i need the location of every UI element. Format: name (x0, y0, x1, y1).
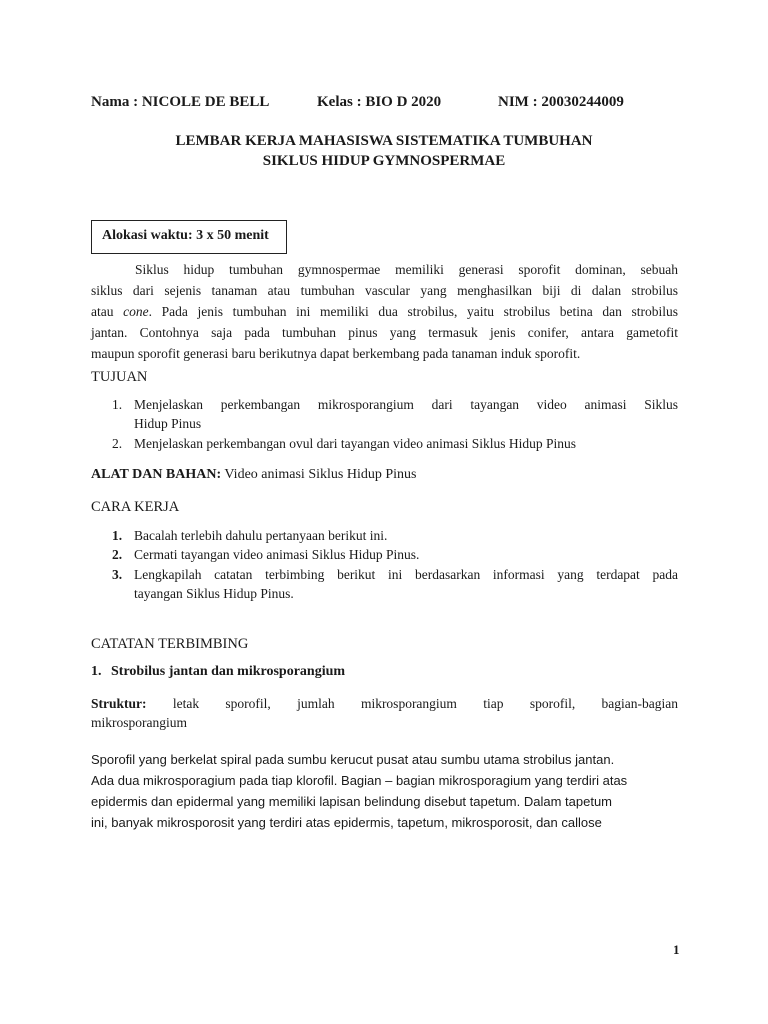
struktur-line-1: Struktur: letak sporofil, jumlah mikrosporangium tiap sporofil, bagian-bagian (91, 696, 678, 711)
section-1-title (91, 664, 345, 680)
intro-line-5: maupun sporofit generasi baru berikutnya dapat berkembang pada tanaman induk sporofit. (91, 346, 581, 361)
alat-bahan-value: Video animasi Siklus Hidup Pinus (221, 467, 417, 482)
struktur-label: Struktur: (91, 696, 147, 711)
document-title: LEMBAR KERJA MAHASISWA SISTEMATIKA TUMBUHAN (175, 133, 593, 149)
answer-line-3: epidermis dan epidermal yang memiliki lapisan belindung disebut tapetum. Dalam tapetum (91, 794, 613, 809)
struktur-line-2: mikrosporangium (91, 715, 187, 730)
intro-line-1: Siklus hidup tumbuhan gymnospermae memiliki generasi sporofit dominan, sebuah (135, 262, 678, 277)
alat-bahan (91, 467, 416, 483)
intro-line-4: jantan. Contohnya saja pada tumbuhan pinus yang termasuk jenis conifer, antara gametofit (91, 325, 678, 340)
catatan-heading: CATATAN TERBIMBING (91, 636, 249, 652)
cara-kerja-heading: CARA KERJA (91, 499, 180, 515)
struktur-paragraph (91, 696, 678, 736)
student-name: Nama : NICOLE DE BELL (91, 94, 270, 110)
alat-bahan-label: ALAT DAN BAHAN: (91, 467, 222, 482)
tujuan-heading: TUJUAN (91, 369, 148, 385)
cone-term: cone (123, 304, 149, 319)
time-allocation-box: Alokasi waktu: 3 x 50 menit (91, 220, 287, 254)
answer-line-4: ini, banyak mikrosporosit yang terdiri atas epidermis, tapetum, mikrosporosit, dan callose (91, 815, 602, 830)
tujuan-list: 1. Menjelaskan perkembangan mikrosporangium dari tayangan video animasi Siklus Hidup Pinus 2. Menjelaskan perkembangan ovul dari tayangan video animasi Siklus Hidup Pinus (112, 397, 678, 451)
answer-paragraph (91, 749, 678, 839)
student-nim: NIM : 20030244009 (498, 94, 624, 110)
student-class: Kelas : BIO D 2020 (317, 94, 442, 110)
intro-line-2: siklus dari sejenis tanaman atau tumbuhan vascular yang menghasilkan biji di dalan strobilus (91, 283, 678, 298)
section-1-label: Strobilus jantan dan mikrosporangium (111, 664, 346, 679)
section-1-number: 1. (91, 664, 102, 679)
answer-line-1: Sporofil yang berkelat spiral pada sumbu kerucut pusat atau sumbu utama strobilus jantan. (91, 752, 615, 767)
page-number: 1 (673, 942, 680, 957)
intro-line-3: atau cone. Pada jenis tumbuhan ini memiliki dua strobilus, yaitu strobilus betina dan strobilus (91, 304, 678, 319)
cara-kerja-list: 1. Bacalah terlebih dahulu pertanyaan berikut ini. 2. Cermati tayangan video animasi Siklus Hidup Pinus. 3. Lengkapilah catatan terbimbing berikut ini berdasarkan informasi yang terdapat pada tayangan Siklus Hidup Pinus. (112, 528, 678, 601)
document-subtitle: SIKLUS HIDUP GYMNOSPERMAE (262, 153, 506, 169)
answer-line-2: Ada dua mikrosporagium pada tiap klorofil. Bagian – bagian mikrosporagium yang terdiri atas (91, 773, 628, 788)
intro-paragraph (91, 259, 678, 369)
